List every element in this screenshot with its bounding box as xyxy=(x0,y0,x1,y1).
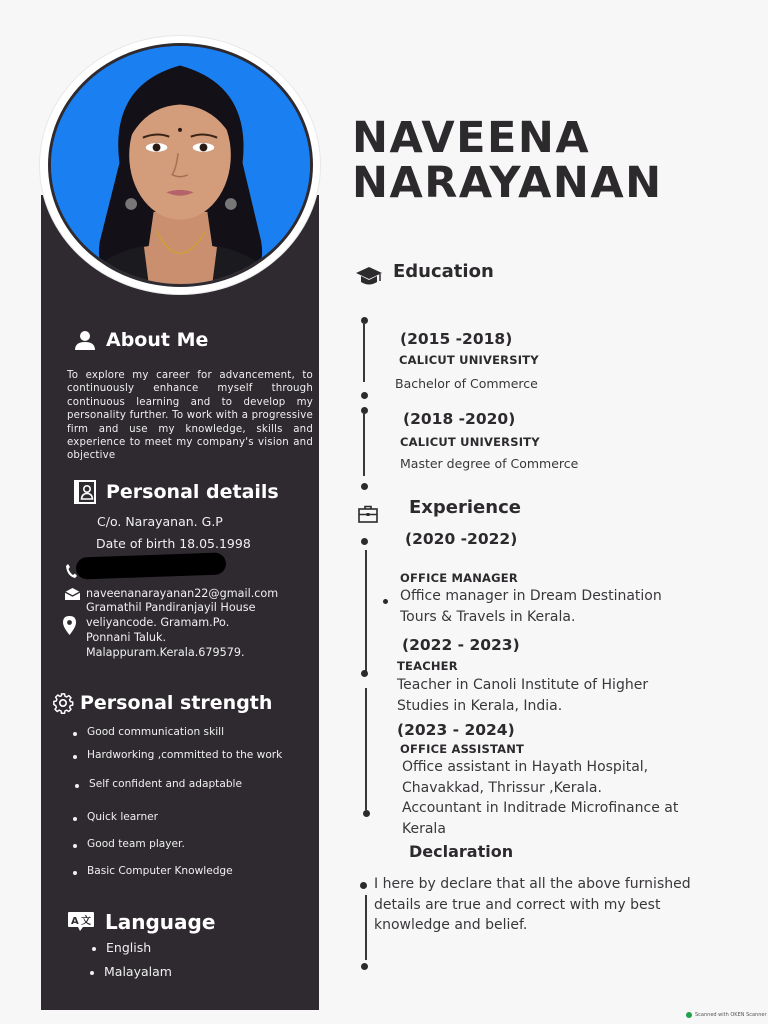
scanner-logo-icon xyxy=(686,1012,692,1018)
education-institution: CALICUT UNIVERSITY xyxy=(399,353,539,367)
strength-item: Good team player. xyxy=(87,838,185,850)
experience-description: Office manager in Dream Destination Tours & Travels in Kerala. xyxy=(400,588,662,625)
education-degree: Master degree of Commerce xyxy=(400,456,579,471)
about-me-heading xyxy=(74,329,208,351)
timeline-dot xyxy=(361,963,368,970)
timeline-dot xyxy=(361,483,368,490)
profile-photo xyxy=(48,43,313,287)
education-heading: Education xyxy=(393,261,494,282)
user-icon xyxy=(74,329,96,351)
envelope-icon xyxy=(65,585,80,604)
declaration-text: I here by declare that all the above furnished details are true and correct with my best knowledge and belief. xyxy=(374,876,691,933)
experience-description: Office assistant in Hayath Hospital, Chavakkad, Thrissur ,Kerala. Accountant in Inditrade Microfinance at Kerala xyxy=(402,759,679,837)
experience-role: OFFICE MANAGER xyxy=(400,571,518,585)
timeline-line xyxy=(363,412,365,476)
address-line-3: Ponnani Taluk. xyxy=(86,631,167,644)
strength-item: Self confident and adaptable xyxy=(89,778,243,790)
email-link[interactable]: naveenanarayanan22@gmail.com xyxy=(86,587,279,600)
translate-icon xyxy=(67,911,95,933)
strength-item: Quick learner xyxy=(87,811,159,823)
scanner-watermark xyxy=(686,1012,767,1018)
about-me-title: About Me xyxy=(106,329,209,351)
timeline-dot xyxy=(363,810,370,817)
timeline-line xyxy=(365,895,367,960)
education-institution: CALICUT UNIVERSITY xyxy=(400,435,540,449)
timeline-line xyxy=(365,688,367,810)
care-of-text: C/o. Narayanan. G.P xyxy=(97,514,223,529)
address-line-1: Gramathil Pandiranjayil House xyxy=(86,601,256,614)
address-line-4: Malappuram.Kerala.679579. xyxy=(86,646,245,659)
education-years: (2018 -2020) xyxy=(403,410,516,428)
last-name: NARAYANAN xyxy=(352,158,663,208)
timeline-dot xyxy=(361,538,368,545)
personal-strength-title: Personal strength xyxy=(80,692,273,714)
experience-years: (2022 - 2023) xyxy=(402,636,520,654)
personal-strength-heading xyxy=(52,692,272,714)
experience-years: (2023 - 2024) xyxy=(397,721,515,739)
date-of-birth-text: Date of birth 18.05.1998 xyxy=(96,536,251,551)
experience-role: OFFICE ASSISTANT xyxy=(400,742,525,756)
svg-text:文: 文 xyxy=(81,916,91,927)
language-item: English xyxy=(106,940,152,955)
language-heading xyxy=(67,910,215,934)
timeline-dot xyxy=(360,882,367,889)
svg-text:A: A xyxy=(71,916,79,927)
portrait-illustration xyxy=(51,46,310,284)
briefcase-icon xyxy=(358,505,378,527)
education-years: (2015 -2018) xyxy=(400,330,513,348)
address-line-2: veliyancode. Gramam.Po. xyxy=(86,616,230,629)
education-degree: Bachelor of Commerce xyxy=(395,376,538,391)
timeline-line xyxy=(365,550,367,675)
map-pin-icon xyxy=(63,616,76,639)
personal-details-title: Personal details xyxy=(106,481,279,503)
personal-details-heading xyxy=(74,480,279,504)
timeline-dot xyxy=(361,670,368,677)
timeline-line xyxy=(363,322,365,382)
timeline-dot xyxy=(361,392,368,399)
declaration-heading: Declaration xyxy=(409,842,514,861)
strength-item: Hardworking ,committed to the work xyxy=(87,749,283,761)
scanner-label: Scanned with OKEN Scanner xyxy=(695,1012,767,1018)
contact-book-icon xyxy=(74,480,96,504)
bullet-dot xyxy=(383,599,388,604)
first-name: NAVEENA xyxy=(352,113,591,163)
graduation-cap-icon xyxy=(355,265,383,291)
strength-item: Basic Computer Knowledge xyxy=(87,865,233,877)
experience-role: TEACHER xyxy=(397,659,458,673)
gear-icon xyxy=(52,692,74,714)
experience-heading: Experience xyxy=(409,497,521,518)
about-me-text: To explore my career for advancement, to continuously enhance myself through continuous learning and to develop my personality further. To work with a progressive firm and use my knowledge, skills and experience to meet my company's vision and objective xyxy=(67,370,313,462)
strength-item: Good communication skill xyxy=(87,726,225,738)
language-title: Language xyxy=(105,910,216,934)
experience-years: (2020 -2022) xyxy=(405,530,518,548)
language-item: Malayalam xyxy=(104,964,172,979)
candidate-name xyxy=(352,113,663,208)
experience-description: Teacher in Canoli Institute of Higher Studies in Kerala, India. xyxy=(397,677,649,714)
